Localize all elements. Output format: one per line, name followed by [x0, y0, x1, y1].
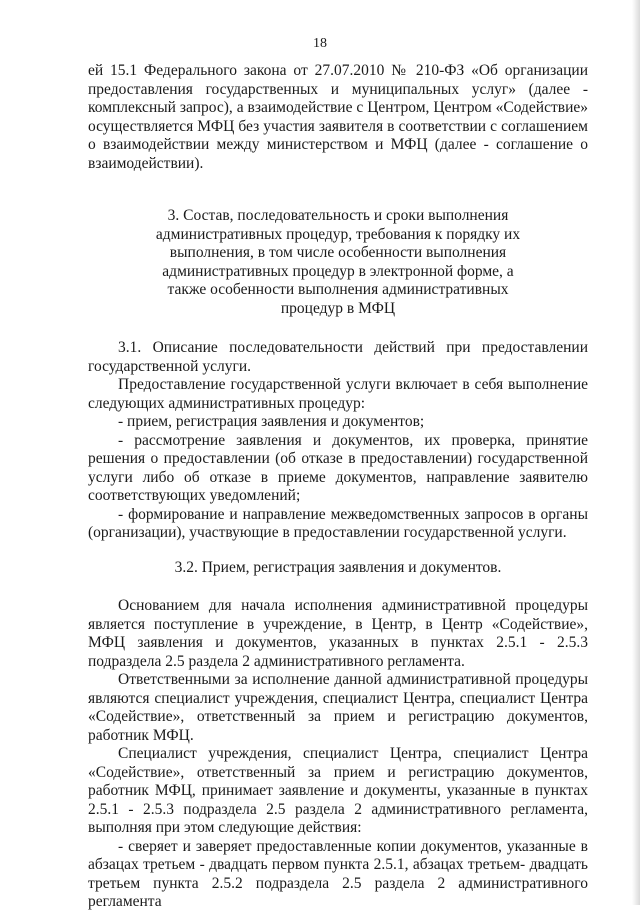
- paragraph-3-2-actions: Специалист учреждения, специалист Центра, специалист Центра «Содействие», ответственный за прием и регистрацию документов, работник МФЦ, принимает заявление и документы, указанные в пунктах 2.5.1 - 2.5.3 подраздела 2.5 раздела 2 административного регламента, выполняя при этом следующие действия:: [88, 745, 588, 836]
- list-item-procedure-3: - формирование и направление межведомственных запросов в органы (организации), участвующие в предоставлении государственной услуги.: [88, 505, 588, 541]
- list-item-procedure-1: - прием, регистрация заявления и документов;: [118, 413, 425, 430]
- paragraph-3-1: 3.1. Описание последовательности действий при предоставлении государственной услуги.: [88, 339, 588, 375]
- paragraph-intro: ей 15.1 Федерального закона от 27.07.2010 № 210-ФЗ «Об организации предоставления государственных и муниципальных услуг» (далее - комплексный запрос), а взаимодействие с Центром, Центром «Содействие» осуществляется МФЦ без участия заявителя в соответствии с соглашением о взаимодействии между министерством и МФЦ (далее - соглашение о взаимодействии).: [88, 62, 588, 172]
- paragraph-3-2-responsible: Ответственными за исполнение данной административной процедуры являются специалист учреждения, специалист Центра, специалист Центра «Содействие», ответственный за прием и регистрацию документов, работник МФЦ.: [88, 671, 588, 744]
- document-body: [88, 62, 588, 912]
- section-3-heading: 3. Состав, последовательность и сроки выполнения административных процедур, требования к порядку их выполнения, в том числе особенности выполнения административных процедур в электронной форме, а также особенности выполнения административных процедур в МФЦ: [155, 207, 521, 317]
- page-edge-shadow: [632, 0, 640, 905]
- section-3-2-heading: 3.2. Прием, регистрация заявления и документов.: [174, 558, 502, 576]
- paragraph-3-2-basis: Основанием для начала исполнения административной процедуры является поступление в учреждение, в Центр, в Центр «Содействие», МФЦ заявления и документов, указанных в пунктах 2.5.1 - 2.5.3 подраздела 2.5 раздела 2 административного регламента.: [88, 597, 588, 670]
- list-item-procedure-2: - рассмотрение заявления и документов, их проверка, принятие решения о предоставлении (об отказе в предоставлении) государственной услуги либо об отказе в приеме документов, направление заявителю соответствующих уведомлений;: [88, 431, 588, 504]
- paragraph-3-2-verify: - сверяет и заверяет предоставленные копии документов, указанные в абзацах третьем - двадцать первом пункта 2.5.1, абзацах третьем- двадцать третьем пункта 2.5.2 подраздела 2.5 раздела 2 административного регламента: [88, 837, 588, 910]
- page-number: 18: [313, 36, 327, 51]
- paragraph-3-1-services: Предоставление государственной услуги включает в себя выполнение следующих административных процедур:: [88, 376, 588, 412]
